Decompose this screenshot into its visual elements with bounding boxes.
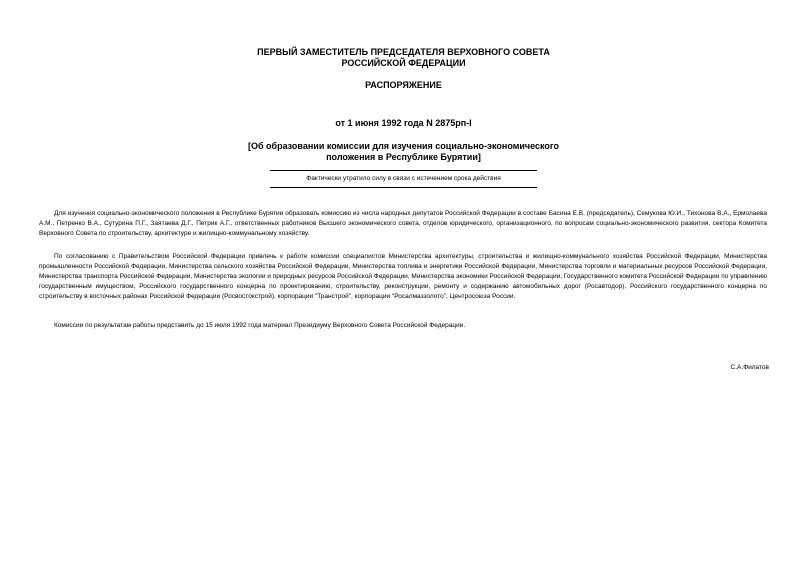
paragraph-1: Для изучения социально-экономического положения в Республике Бурятии образовать комиссию из числа народных депутатов Российской Федерации в составе Басина Е.В. (председатель), Семукова Ю.И., Тихонова В.А., Ермолаева А.М., Петренко В.А., Сутурина П.Г., Заятаева Д.Г., Петрик А.Г., ответственных работников Высшего экономического совета, отделов юридического, организационного, по вопросам социально-экономического развития, сектора Комитета Верховного Совета по строительству, архитектуре и жилищно-коммунальному хозяйству. [39,210,767,237]
paragraph-2: По согласованию с Правительством Российской Федерации привлечь к работе комиссии специалистов Министерства архитектуры, строительства и жилищно-коммунального хозяйства Российской Федерации, Министерства промышленности Российской Федерации, Министерства сельского хозяйства Российской Федерации, Министерства топлива и энергетики Российской Федерации, Министерства торговли и материальных ресурсов Российской Федерации, Министерства транспорта Российской Федерации, Министерства экологии и природных ресурсов Российской Федерации, Министерства экономики Российской Федерации, Государственного комитета Российской Федерации по управлению государственным имуществом, Российского государственного концерна по проектированию, строительству, реконструкции, ремонту и содержанию автомобильных дорог (Росавтодор), Российского государственного концерна по строительству в восточных районах Российской Федерации (Росвостокстрой), корпорации "Транстрой", корпорации "Росалмаззолото", Центросоюза России. [39,253,767,300]
issuer-line-2: РОССИЙСКОЙ ФЕДЕРАЦИИ [341,58,466,68]
paragraph-2-block [39,252,767,302]
paragraph-3-block [39,321,767,331]
bottom-divider [270,187,537,188]
issuer-line-1: ПЕРВЫЙ ЗАМЕСТИТЕЛЬ ПРЕДСЕДАТЕЛЯ ВЕРХОВНОГО СОВЕТА [257,47,550,57]
paragraph-3: Комиссии по результатам работы представить до 15 июля 1992 года материал Президиуму Верховного Совета Российской Федерации. [54,322,466,329]
paragraph-1-block [39,209,767,239]
document-title [0,141,807,163]
status-notice-block [270,170,537,188]
title-line-1: [Об образовании комиссии для изучения социально-экономического [247,141,560,151]
issuer-heading [0,47,807,69]
document-date-number: от 1 июня 1992 года N 2875рп-I [335,118,472,128]
signature: С.А.Филатов [730,364,769,371]
title-line-2: положения в Республике Бурятии] [326,152,481,162]
status-notice: Фактически утратило силу в связи с истечением срока действия [306,175,501,182]
document-type: РАСПОРЯЖЕНИЕ [365,80,442,90]
